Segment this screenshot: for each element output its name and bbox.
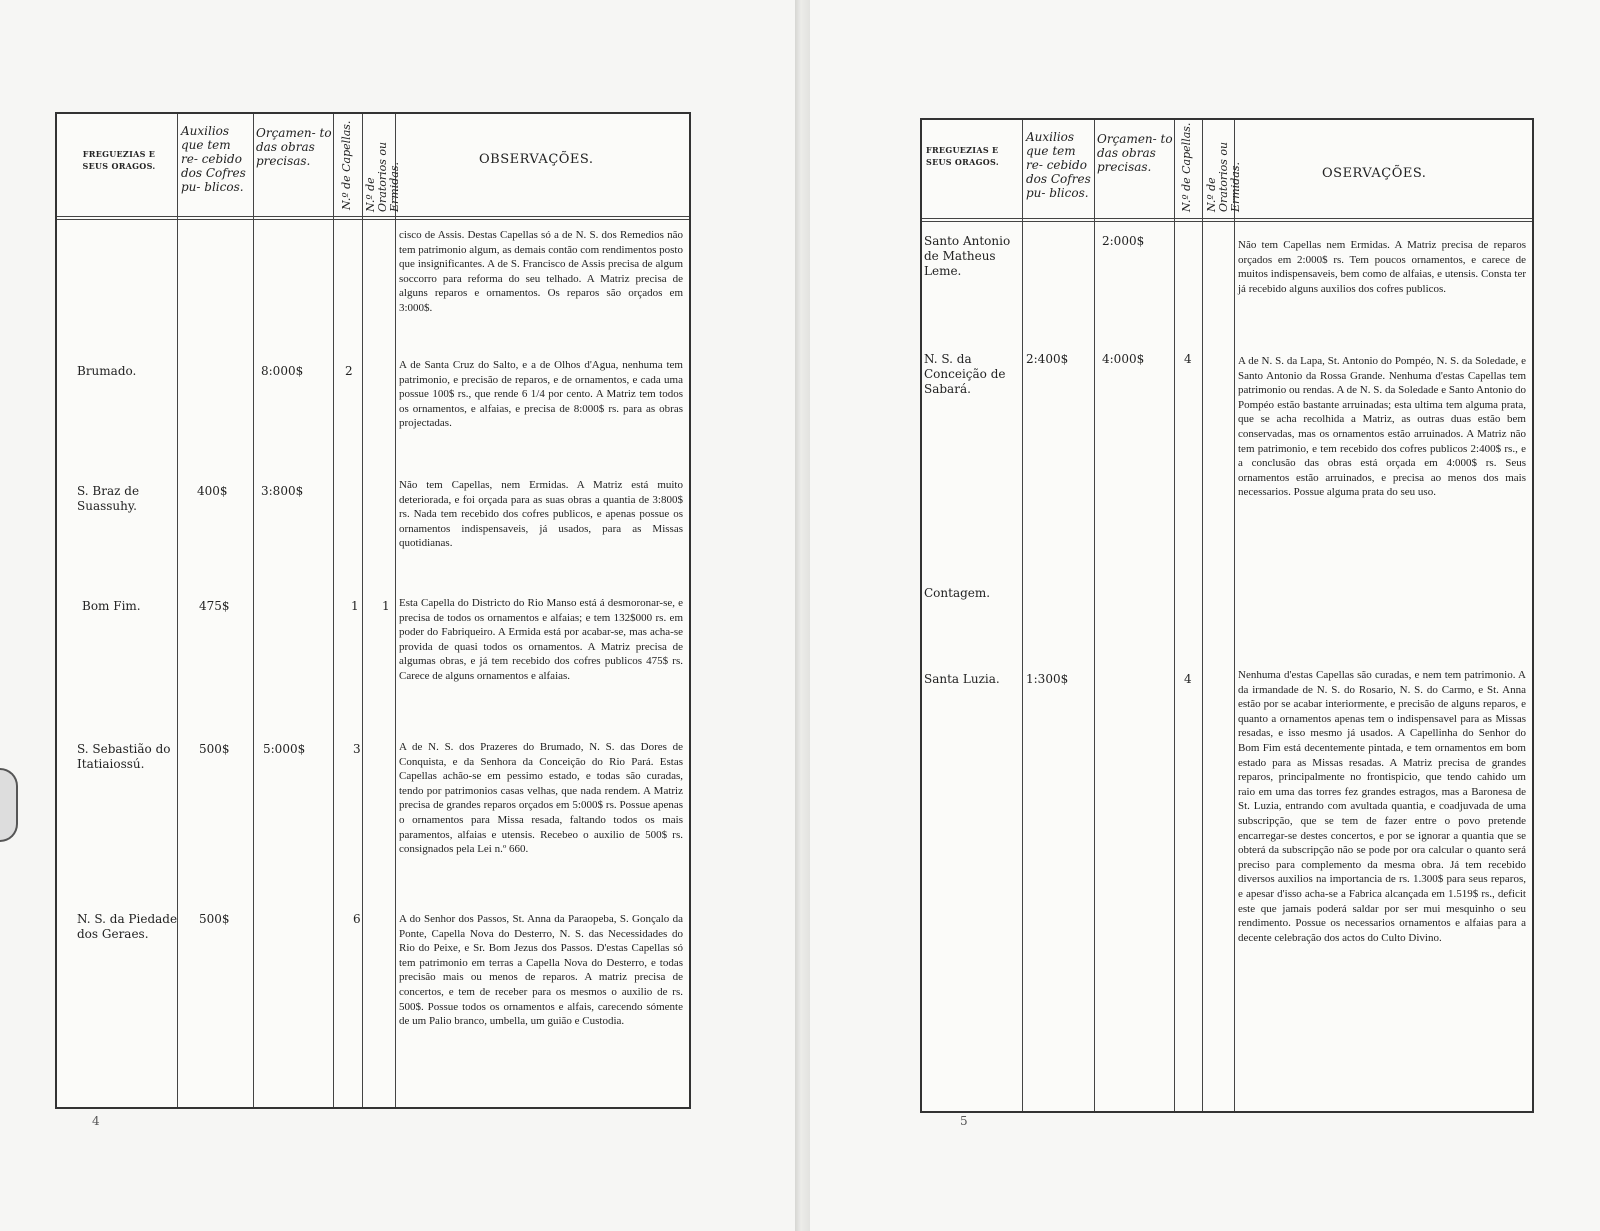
chapels-count: 4 (1184, 672, 1192, 686)
header-orcamento: Orçamen- to das obras precisas. (256, 126, 332, 168)
page-number-left: 4 (92, 1114, 100, 1128)
aid-value: 400$ (197, 484, 228, 498)
col-divider (333, 114, 334, 1107)
observation-text: A de N. S. da Lapa, St. Antonio do Pompéo, N. S. da Soledade, e Santo Antonio da Rossa Grande. Nenhuma d'estas Capellas tem patrimonio ou rendas. A de N. S. da Soledade e Santo Antonio do Pompéo estão bastante arruinadas; esta ultima tem alguma prata, que se acha recolhida a Matriz, as outras duas estão bem conservadas, mas os ornamentos estão arruinados. A Matriz não tem patrimonio, e tem recebido dos cofres publicos 2:400$ rs., e a conclusão das obras está orçada em 4:000$ rs. Seus ornamentos estão arruinados, e precisa ao menos dos mais necessarios. Possue alguma prata do seu uso. (1238, 355, 1526, 499)
budget-value: 2:000$ (1102, 234, 1145, 248)
header-capellas: N.º de Capellas. (1180, 122, 1193, 212)
observation-text: Não tem Capellas nem Ermidas. A Matriz precisa de reparos orçados em 2:000$ rs. Tem poucos ornamentos, e carece de muitos indispensaveis, bem como de alfaias, e utensis. Consta ter já recebido alguns auxilios dos cofres publicos. (1238, 239, 1526, 295)
header-observacoes: OSERVAÇÕES. (1322, 166, 1427, 181)
aid-value: 2:400$ (1026, 352, 1069, 366)
parish-name: Brumado. (77, 364, 137, 378)
header-auxilios: Auxilios que tem re- cebido dos Cofres pu- blicos. (1026, 130, 1091, 200)
header-freguezias: FREGUEZIAS E SEUS ORAGOS. (82, 149, 156, 171)
observation-text: Esta Capella do Districto do Rio Manso está á desmoronar-se, e precisa de todos os ornamentos e alfaias; e tem 132$000 rs. em poder do Fabriqueiro. A Ermida está por acabar-se, mas acha-se provida de quasi todos os ornamentos. A Matriz precisa de algumas obras, e já tem recebido dos cofres publicos 475$ rs. Carece de alguns ornamentos e alfaias. (399, 597, 683, 682)
observation-text: A de N. S. dos Prazeres do Brumado, N. S. das Dores de Conquista, e da Senhora da Conceição do Rio Pará. Estas Capellas achão-se em pessimo estado, e todas são curadas, tendo por patrimonios casas velhas, que nada rendem. A Matriz precisa de grandes reparos orçados em 5:000$ rs. Possue apenas o ornamentos para Missa resada, faltando todos os mais paramentos, alfaias e utensis. Recebeo o auxilio de 500$ rs. consignados pela Lei n.º 660. (399, 741, 683, 856)
aid-value: 475$ (199, 599, 230, 613)
header-capellas: N.º de Capellas. (340, 120, 353, 210)
chapels-count: 1 (351, 599, 359, 613)
aid-value: 500$ (199, 742, 230, 756)
page-number-right: 5 (960, 1114, 968, 1128)
observation-text: A do Senhor dos Passos, St. Anna da Paraopeba, S. Gonçalo da Ponte, Capella Nova do Desterro, N. S. das Necessidades do Rio do Peixe, e Sr. Bom Jezus dos Passos. D'estas Capellas só tem patrimonio em terras a Capella Nova do Desterro, e todas precisão mais ou menos de reparos. A matriz precisa de concertos, e tem de receber para os mesmos o auxilio de rs. 500$. Possue todos os ornamentos e alfais, carecendo sómente de um Palio branco, umbella, um guião e Custodia. (399, 913, 683, 1028)
chapels-count: 6 (353, 912, 361, 926)
col-divider (253, 114, 254, 1107)
parish-name: Santo Antonio de Matheus Leme. (924, 234, 1011, 278)
continuation-text: cisco de Assis. Destas Capellas só a de N. S. dos Remedios não tem patrimonio algum, as demais contão com rendimentos posto que insignificantes. A de S. Francisco de Assis precisa de algum soccorro para reforma do seu telhado. A Matriz precisa de alguns reparos e ornamentos. Os reparos são orçados em 3:000$. (399, 229, 683, 314)
header-oratorios: N.º de Oratorios ou Ermidas. (364, 141, 401, 212)
right-table (920, 118, 1534, 1113)
observation-text: Nenhuma d'estas Capellas são curadas, e nem tem patrimonio. A da irmandade de N. S. do Rosario, N. S. do Carmo, e St. Anna estão por se acabar interiormente, e precisão de alguns reparos, e quanto a ornamentos apenas tem o indispensavel para as Missas resadas, e isso mesmo já usados. A Capellinha do Senhor do Bom Fim está decentemente pintada, e tem ornamentos em bom estado para as Missas resadas. A Matriz precisa de grandes reparos, principalmente no frontispicio, que tendo cahido um raio em uma das torres fez grandes estragos, mas a Baronesa de St. Luzia, entrando com avultada quantia, e coadjuvada de uma subscripção, que se tem de fazer entre o povo pretende encarregar-se destes concertos, e por se ignorar a quantia que se obterá da subscripção não se pode por ora calcular o quanto será preciso para complemento da mesma obra. Já tem recebido diversos auxilios na importancia de rs. 1.300$ para seus reparos, e apesar d'isso acha-se a Fabrica alcançada em 1.519$ rs., deficit este que jamais poderá saldar por ser mui mesquinho o seu rendimento. Possue os necessarios ornamentos e alfaias para a decente celebração dos actos do Culto Divino. (1238, 669, 1526, 944)
parish-name: Contagem. (924, 586, 991, 600)
binder-clip (0, 768, 18, 842)
budget-value: 3:800$ (261, 484, 304, 498)
header-observacoes: OBSERVAÇÕES. (479, 152, 594, 167)
parish-name: Bom Fim. (82, 599, 141, 613)
col-divider (1094, 120, 1095, 1111)
parish-name: S. Sebastião do Itatiaiossú. (77, 742, 171, 771)
header-orcamento: Orçamen- to das obras precisas. (1097, 132, 1173, 174)
chapels-count: 4 (1184, 352, 1192, 366)
col-divider (362, 114, 363, 1107)
hermitages-count: 1 (382, 599, 390, 613)
budget-value: 5:000$ (263, 742, 306, 756)
header-auxilios: Auxilios que tem re- cebido dos Cofres pu- blicos. (181, 124, 246, 194)
col-divider (1202, 120, 1203, 1111)
col-divider (395, 114, 396, 1107)
header-rule (57, 216, 689, 220)
budget-value: 8:000$ (261, 364, 304, 378)
col-divider (1234, 120, 1235, 1111)
observation-text: A de Santa Cruz do Salto, e a de Olhos d'Agua, nenhuma tem patrimonio, e precisão de reparos, e de ornamentos, e cada uma possue 100$ rs., que rende 6 1/4 por cento. A Matriz tem todos os ornamentos, e alfaias, e precisa de 8:000$ rs. para as obras projectadas. (399, 359, 683, 430)
observation-text: Não tem Capellas, nem Ermidas. A Matriz está muito deteriorada, e foi orçada para as suas obras a quantia de 3:800$ rs. Nada tem recebido dos cofres publicos, e apenas possue os ornamentos indispensaveis, já usados, para as Missas quotidianas. (399, 479, 683, 550)
col-divider (1022, 120, 1023, 1111)
aid-value: 500$ (199, 912, 230, 926)
parish-name: N. S. da Piedade dos Geraes. (77, 912, 178, 941)
parish-name: S. Braz de Suassuhy. (77, 484, 140, 513)
chapels-count: 3 (353, 742, 361, 756)
book-gutter (795, 0, 810, 1231)
header-freguezias: FREGUEZIAS E SEUS ORAGOS. (926, 145, 999, 167)
parish-name: Santa Luzia. (924, 672, 1000, 686)
left-table (55, 112, 691, 1109)
header-oratorios: N.º de Oratorios ou Ermidas. (1205, 141, 1242, 212)
budget-value: 4:000$ (1102, 352, 1145, 366)
col-divider (1174, 120, 1175, 1111)
aid-value: 1:300$ (1026, 672, 1069, 686)
chapels-count: 2 (345, 364, 353, 378)
parish-name: N. S. da Conceição de Sabará. (924, 352, 1006, 396)
header-rule (922, 218, 1532, 222)
col-divider (177, 114, 178, 1107)
